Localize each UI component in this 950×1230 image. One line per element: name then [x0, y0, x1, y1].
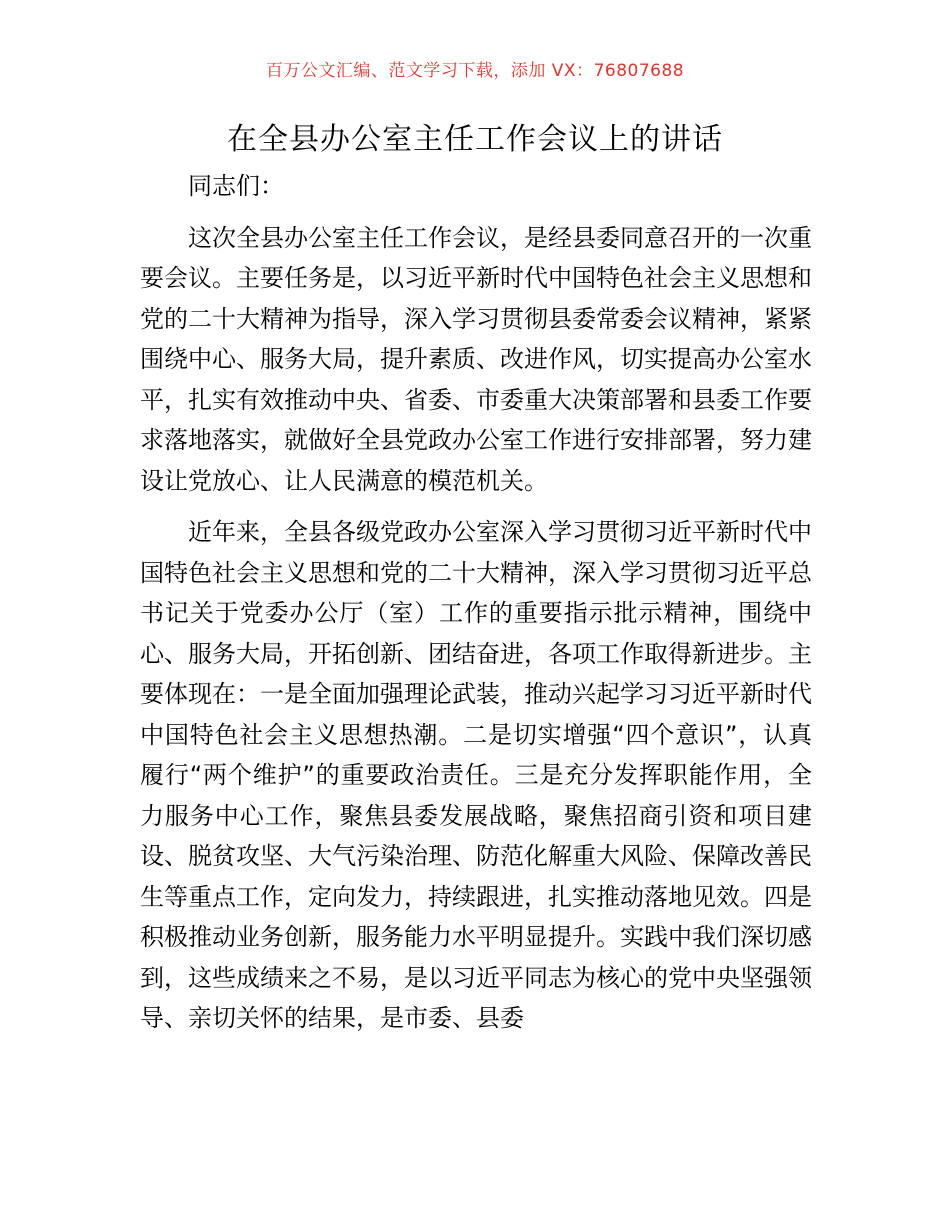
document-title: 在全县办公室主任工作会议上的讲话 — [227, 122, 723, 157]
header-note: 百万公文汇编、范文学习下载，添加 VX：76807688 — [265, 61, 685, 81]
paragraph-2: 近年来，全县各级党政办公室深入学习贯彻习近平新时代中国特色社会主义思想和党的二十大精神，深入学习贯彻习近平总书记关于党委办公厅（室）工作的重要指示批示精神，围绕中心、服务大局，开拓创新、团结奋进，各项工作取得新进步。主要体现在：一是全面加强理论武装，推动兴起学习习近平新时代中国特色社会主义思想热潮。二是切实增强“四个意识”，认真履行“两个维护”的重要政治责任。三是充分发挥职能作用，全力服务中心工作，聚焦县委发展战略，聚焦招商引资和项目建设、脱贫攻坚、大气污染治理、防范化解重大风险、保障改善民生等重点工作，定向发力，持续跟进，扎实推动落地见效。四是积极推动业务创新，服务能力水平明显提升。实践中我们深切感到，这些成绩来之不易，是以习近平同志为核心的党中央坚强领导、亲切关怀的结果，是市委、县委 — [140, 518, 812, 1032]
paragraph-1: 这次全县办公室主任工作会议，是经县委同意召开的一次重要会议。主要任务是，以习近平新时代中国特色社会主义思想和党的二十大精神为指导，深入学习贯彻县委常委会议精神，紧紧围绕中心、服务大局，提升素质、改进作风，切实提高办公室水平，扎实有效推动中央、省委、市委重大决策部署和县委工作要求落地落实，就做好全县党政办公室工作进行安排部署，努力建设让党放心、让人民满意的模范机关。 — [140, 223, 812, 495]
document-body — [140, 166, 812, 1039]
salutation: 同志们： — [188, 172, 284, 200]
